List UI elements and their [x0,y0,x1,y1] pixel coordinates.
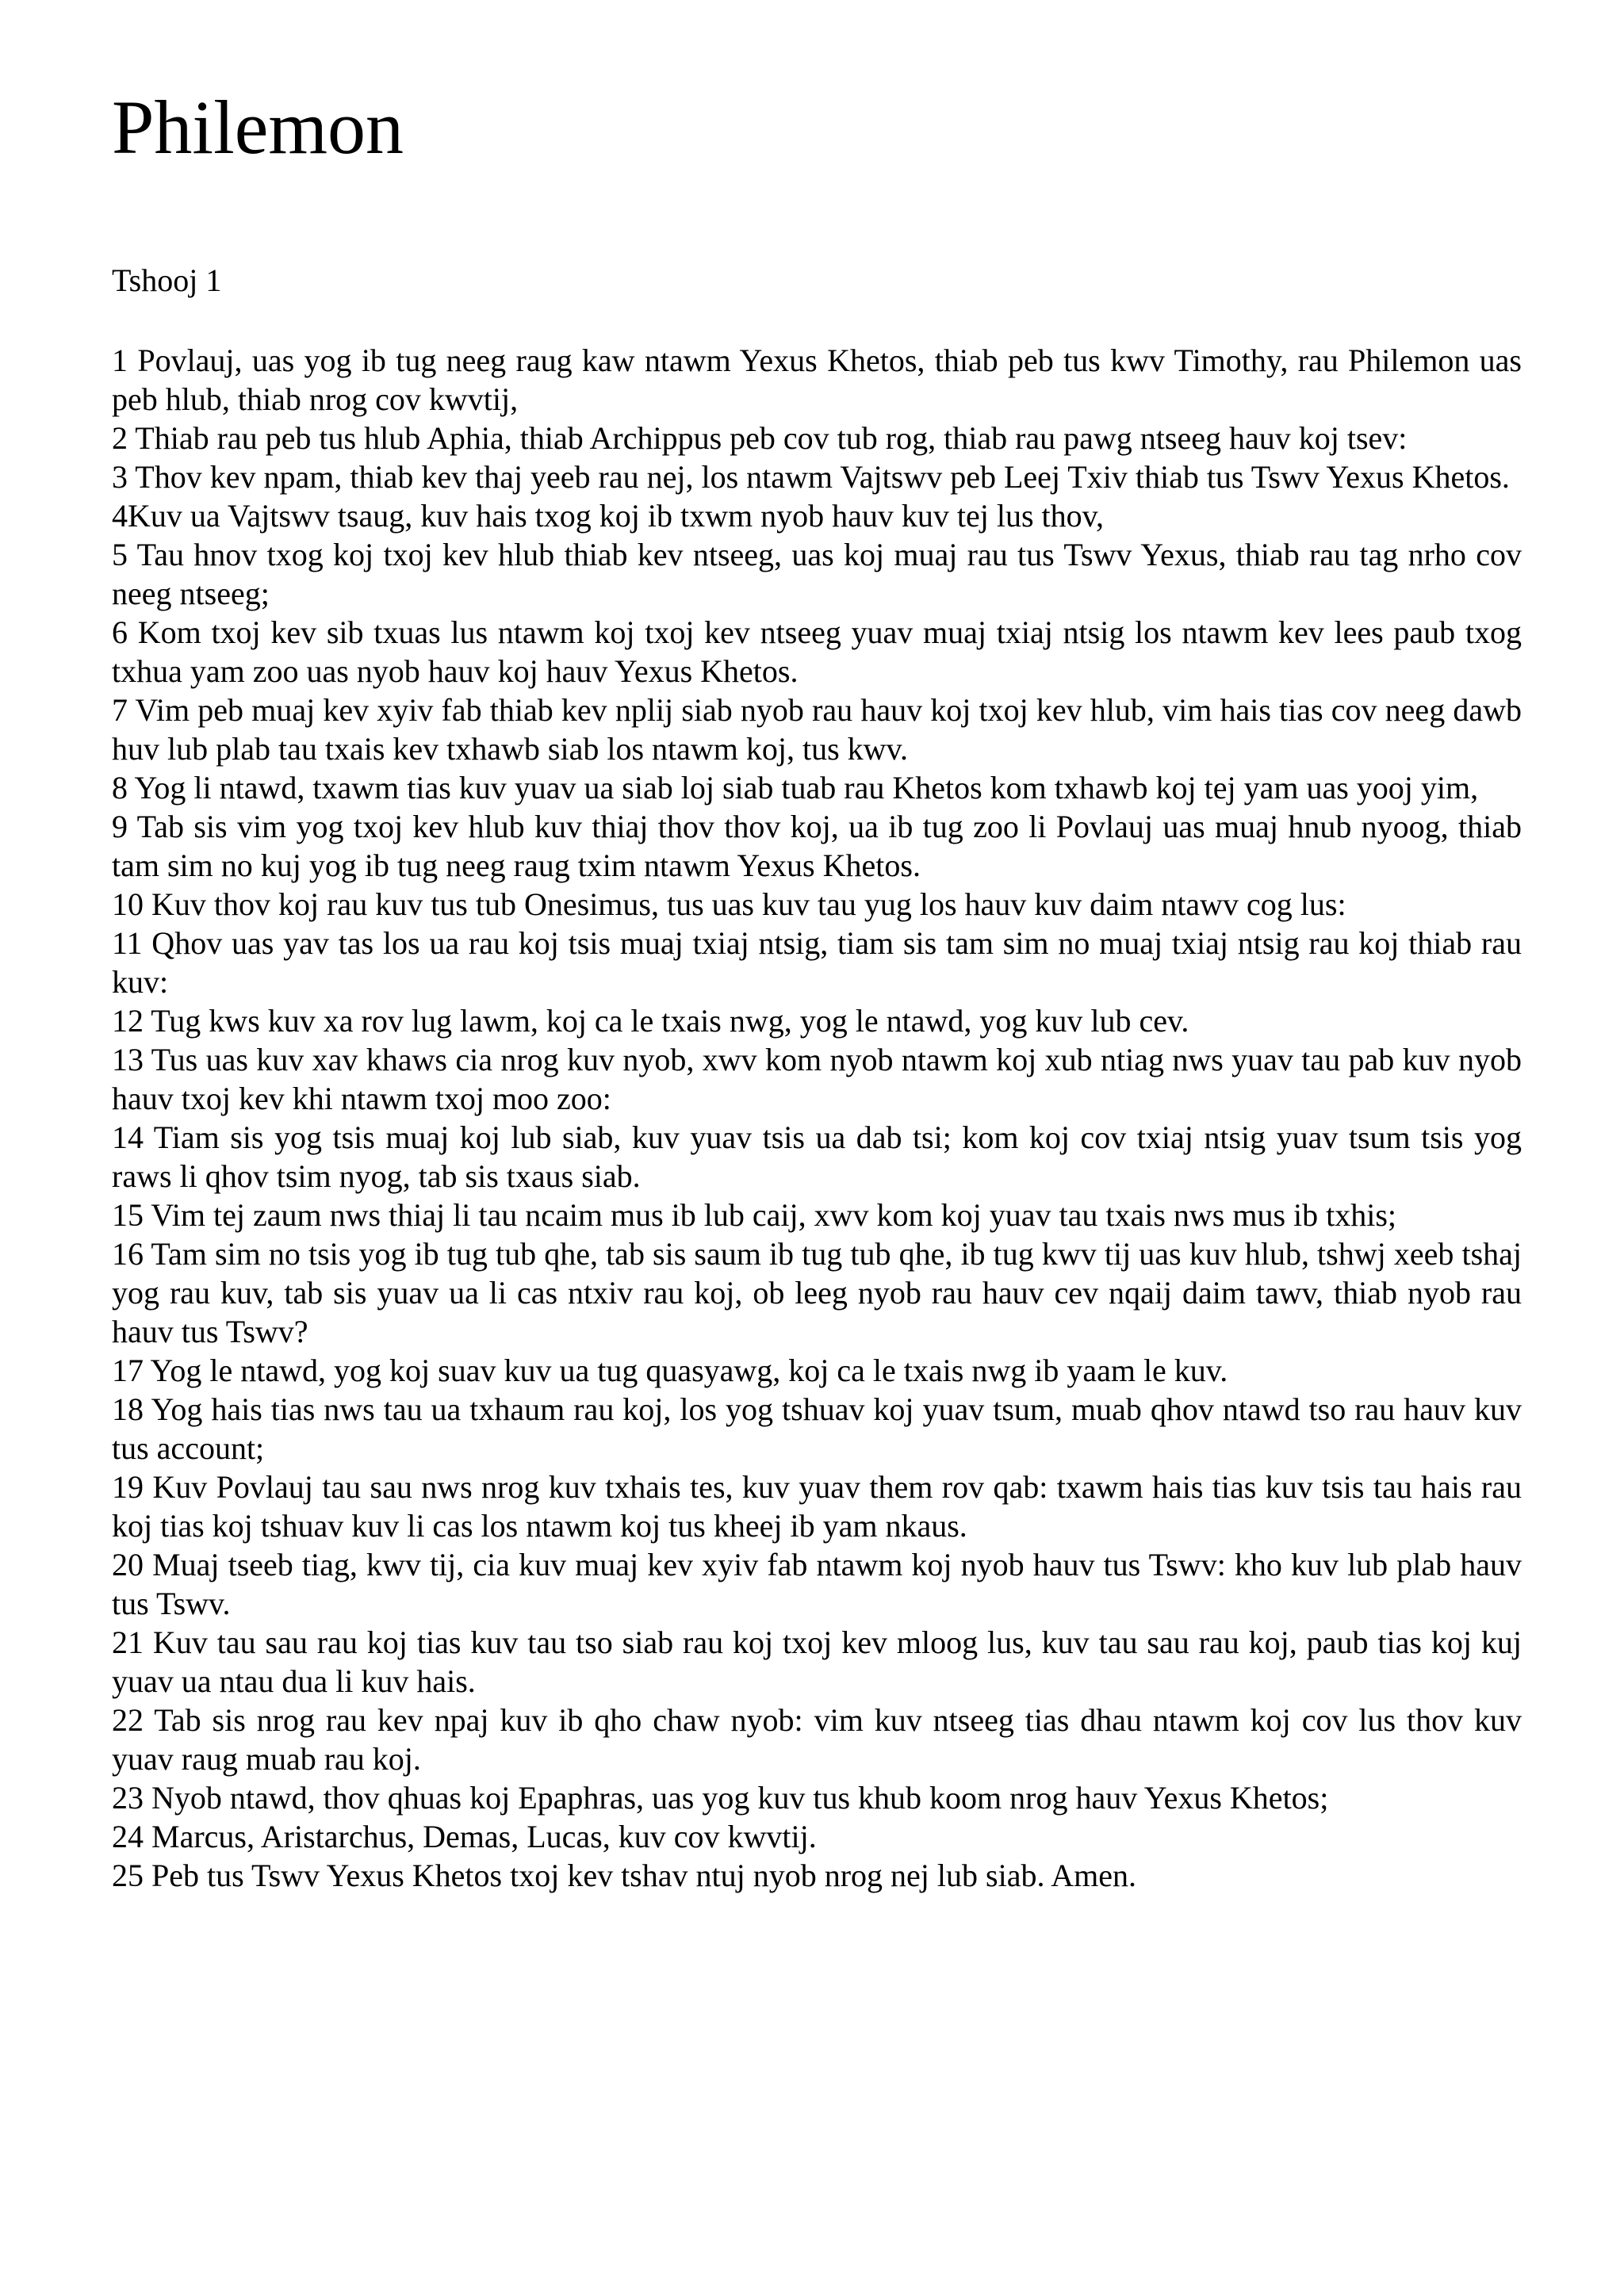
verse-list [112,341,1522,1895]
verse: 20 Muaj tseeb tiag, kwv tij, cia kuv muaj kev xyiv fab ntawm koj nyob hauv tus Tswv: kho kuv lub plab hauv tus Tswv. [112,1547,1522,1621]
verse: 2 Thiab rau peb tus hlub Aphia, thiab Archippus peb cov tub rog, thiab rau pawg ntseeg hauv koj tsev: [112,420,1408,456]
verse: 13 Tus uas kuv xav khaws cia nrog kuv nyob, xwv kom nyob ntawm koj xub ntiag nws yuav tau pab kuv nyob hauv txoj kev khi ntawm txoj moo zoo: [112,1042,1522,1116]
book-title: Philemon [112,85,404,170]
verse: 4Kuv ua Vajtswv tsaug, kuv hais txog koj ib txwm nyob hauv kuv tej lus thov, [112,498,1105,534]
verse: 12 Tug kws kuv xa rov lug lawm, koj ca le txais nwg, yog le ntawd, yog kuv lub cev. [112,1003,1189,1039]
verse: 8 Yog li ntawd, txawm tias kuv yuav ua siab loj siab tuab rau Khetos kom txhawb koj tej yam uas yooj yim, [112,770,1479,806]
verse: 10 Kuv thov koj rau kuv tus tub Onesimus, tus uas kuv tau yug los hauv kuv daim ntawv cog lus: [112,886,1346,922]
verse: 22 Tab sis nrog rau kev npaj kuv ib qho chaw nyob: vim kuv ntseeg tias dhau ntawm koj cov lus thov kuv yuav raug muab rau koj. [112,1702,1522,1777]
verse: 16 Tam sim no tsis yog ib tug tub qhe, tab sis saum ib tug tub qhe, ib tug kwv tij uas kuv hlub, tshwj xeeb tshaj yog rau kuv, tab sis yuav ua li cas ntxiv rau koj, ob leeg nyob rau hauv cev nqaij daim tawv, thiab nyob rau hauv tus Tswv? [112,1236,1522,1349]
verse: 21 Kuv tau sau rau koj tias kuv tau tso siab rau koj txoj kev mloog lus, kuv tau sau rau koj, paub tias koj kuj yuav ua ntau dua li kuv hais. [112,1624,1522,1699]
verse: 6 Kom txoj kev sib txuas lus ntawm koj txoj kev ntseeg yuav muaj txiaj ntsig los ntawm kev lees paub txog txhua yam zoo uas nyob hauv koj hauv Yexus Khetos. [112,614,1522,689]
verse: 23 Nyob ntawd, thov qhuas koj Epaphras, uas yog kuv tus khub koom nrog hauv Yexus Khetos; [112,1780,1329,1816]
verse: 9 Tab sis vim yog txoj kev hlub kuv thiaj thov thov koj, ua ib tug zoo li Povlauj uas muaj hnub nyoog, thiab tam sim no kuj yog ib tug neeg raug txim ntawm Yexus Khetos. [112,809,1522,883]
verse: 3 Thov kev npam, thiab kev thaj yeeb rau nej, los ntawm Vajtswv peb Leej Txiv thiab tus Tswv Yexus Khetos. [112,459,1510,495]
chapter-heading: Tshooj 1 [112,262,222,298]
verse: 25 Peb tus Tswv Yexus Khetos txoj kev tshav ntuj nyob nrog nej lub siab. Amen. [112,1858,1137,1893]
verse: 24 Marcus, Aristarchus, Demas, Lucas, kuv cov kwvtij. [112,1819,817,1854]
verse: 19 Kuv Povlauj tau sau nws nrog kuv txhais tes, kuv yuav them rov qab: txawm hais tias kuv tsis tau hais rau koj tias koj tshuav kuv li cas los ntawm koj tus kheej ib yam nkaus. [112,1469,1522,1544]
verse: 7 Vim peb muaj kev xyiv fab thiab kev nplij siab nyob rau hauv koj txoj kev hlub, vim hais tias cov neeg dawb huv lub plab tau txais kev txhawb siab los ntawm koj, tus kwv. [112,692,1522,767]
verse: 18 Yog hais tias nws tau ua txhaum rau koj, los yog tshuav koj yuav tsum, muab qhov ntawd tso rau hauv kuv tus account; [112,1391,1522,1466]
verse: 11 Qhov uas yav tas los ua rau koj tsis muaj txiaj ntsig, tiam sis tam sim no muaj txiaj ntsig rau koj thiab rau kuv: [112,925,1522,1000]
verse: 5 Tau hnov txog koj txoj kev hlub thiab kev ntseeg, uas koj muaj rau tus Tswv Yexus, thiab rau tag nrho cov neeg ntseeg; [112,537,1522,611]
verse: 1 Povlauj, uas yog ib tug neeg raug kaw ntawm Yexus Khetos, thiab peb tus kwv Timothy, rau Philemon uas peb hlub, thiab nrog cov kwvtij, [112,342,1522,417]
verse: 14 Tiam sis yog tsis muaj koj lub siab, kuv yuav tsis ua dab tsi; kom koj cov txiaj ntsig yuav tsum tsis yog raws li qhov tsim nyog, tab sis txaus siab. [112,1119,1522,1194]
verse: 17 Yog le ntawd, yog koj suav kuv ua tug quasyawg, koj ca le txais nwg ib yaam le kuv. [112,1353,1228,1388]
verse: 15 Vim tej zaum nws thiaj li tau ncaim mus ib lub caij, xwv kom koj yuav tau txais nws mus ib txhis; [112,1197,1397,1233]
